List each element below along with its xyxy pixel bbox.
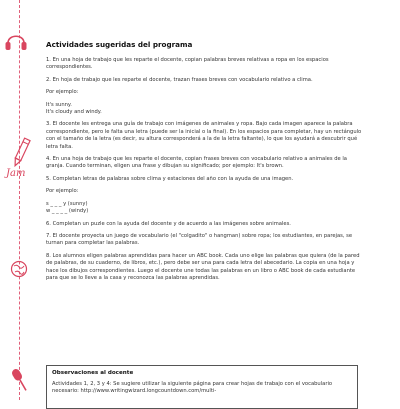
globe-icon [10,260,28,278]
activity-5: 5. Completan letras de palabras sobre clima y estaciones del año con la ayuda de una imagen. [46,175,294,182]
activity-4: 4. En una hoja de trabajo que les reparte el docente, copian frases breves con vocabulario relativo a animales de la granja. Cuando terminan, eligen una frase y dibujan su significado; por ejemplo: It's brown. [46,156,347,170]
example-2-line-1: s _ _ _ y (sunny) [46,200,88,207]
example-2-line-2: w _ _ _ _ (windy) [46,208,89,215]
decorative-sidebar [0,0,40,400]
observations-title: Observaciones al docente [52,370,134,376]
section-title: Actividades sugeridas del programa [46,40,193,49]
activity-2: 2. En hoja de trabajo que les reparte el docente, trazan frases breves con vocabulario relativo a clima. [46,76,313,83]
observations-text: Actividades 1, 2, 3 y 4: Se sugiere utilizar la siguiente página para crear hojas de trabajo con el vocabulario necesario: http://www.writingwizard.longcountdown.com/multi- [52,381,333,395]
headphones-icon [4,28,28,54]
main-content [46,40,364,287]
microphone-icon [10,366,30,394]
activity-1: 1. En una hoja de trabajo que les reparte el docente, copian palabras breves relativas a ropa en los espacios correspondientes. [46,57,329,71]
example-label-2: Por ejemplo: [46,188,79,195]
sidebar-dashed-line [19,0,20,400]
activity-7: 7. El docente proyecta un juego de vocabulario (el "colgadito" o hangman) sobre ropa; los estudiantes, en parejas, se turnan para completar las palabras. [46,232,353,247]
activity-8: 8. Los alumnos eligen palabras aprendidas para hacer un ABC book. Cada uno elige las palabras que quiera (de la pared de palabras, de su cuaderno, de libros, etc.), pero debe ser una para cada letra del abecedario. La copia en una hoja y hace los dibujos correspondientes. Luego el docente une todas las palabras en un libro o ABC book de cada estudiante para que se lo lleve a la casa y reconozca las palabras aprendidas. [46,252,360,281]
jam-label: Jam [6,168,26,179]
example-1-line-2: It's cloudy and windy. [46,109,102,116]
activity-6: 6. Completan un puzle con la ayuda del docente y de acuerdo a las imágenes sobre animales. [46,220,291,227]
example-1-line-1: It's sunny. [46,101,72,108]
pencil-icon [11,136,31,170]
observations-box [46,365,358,409]
example-label-1: Por ejemplo: [46,89,79,96]
activity-3: 3. El docente les entrega una guía de trabajo con imágenes de animales y ropa. Bajo cada imagen aparece la palabra correspondiente, pero le falta una letra (puede ser la inicial o la final). En los espacios para completar, hay un rectángulo con el tamaño de la letra (es decir, su altura corresponderá a la de la letra faltante), lo que los ayudará a descubrir qué letra falta. [46,121,362,150]
